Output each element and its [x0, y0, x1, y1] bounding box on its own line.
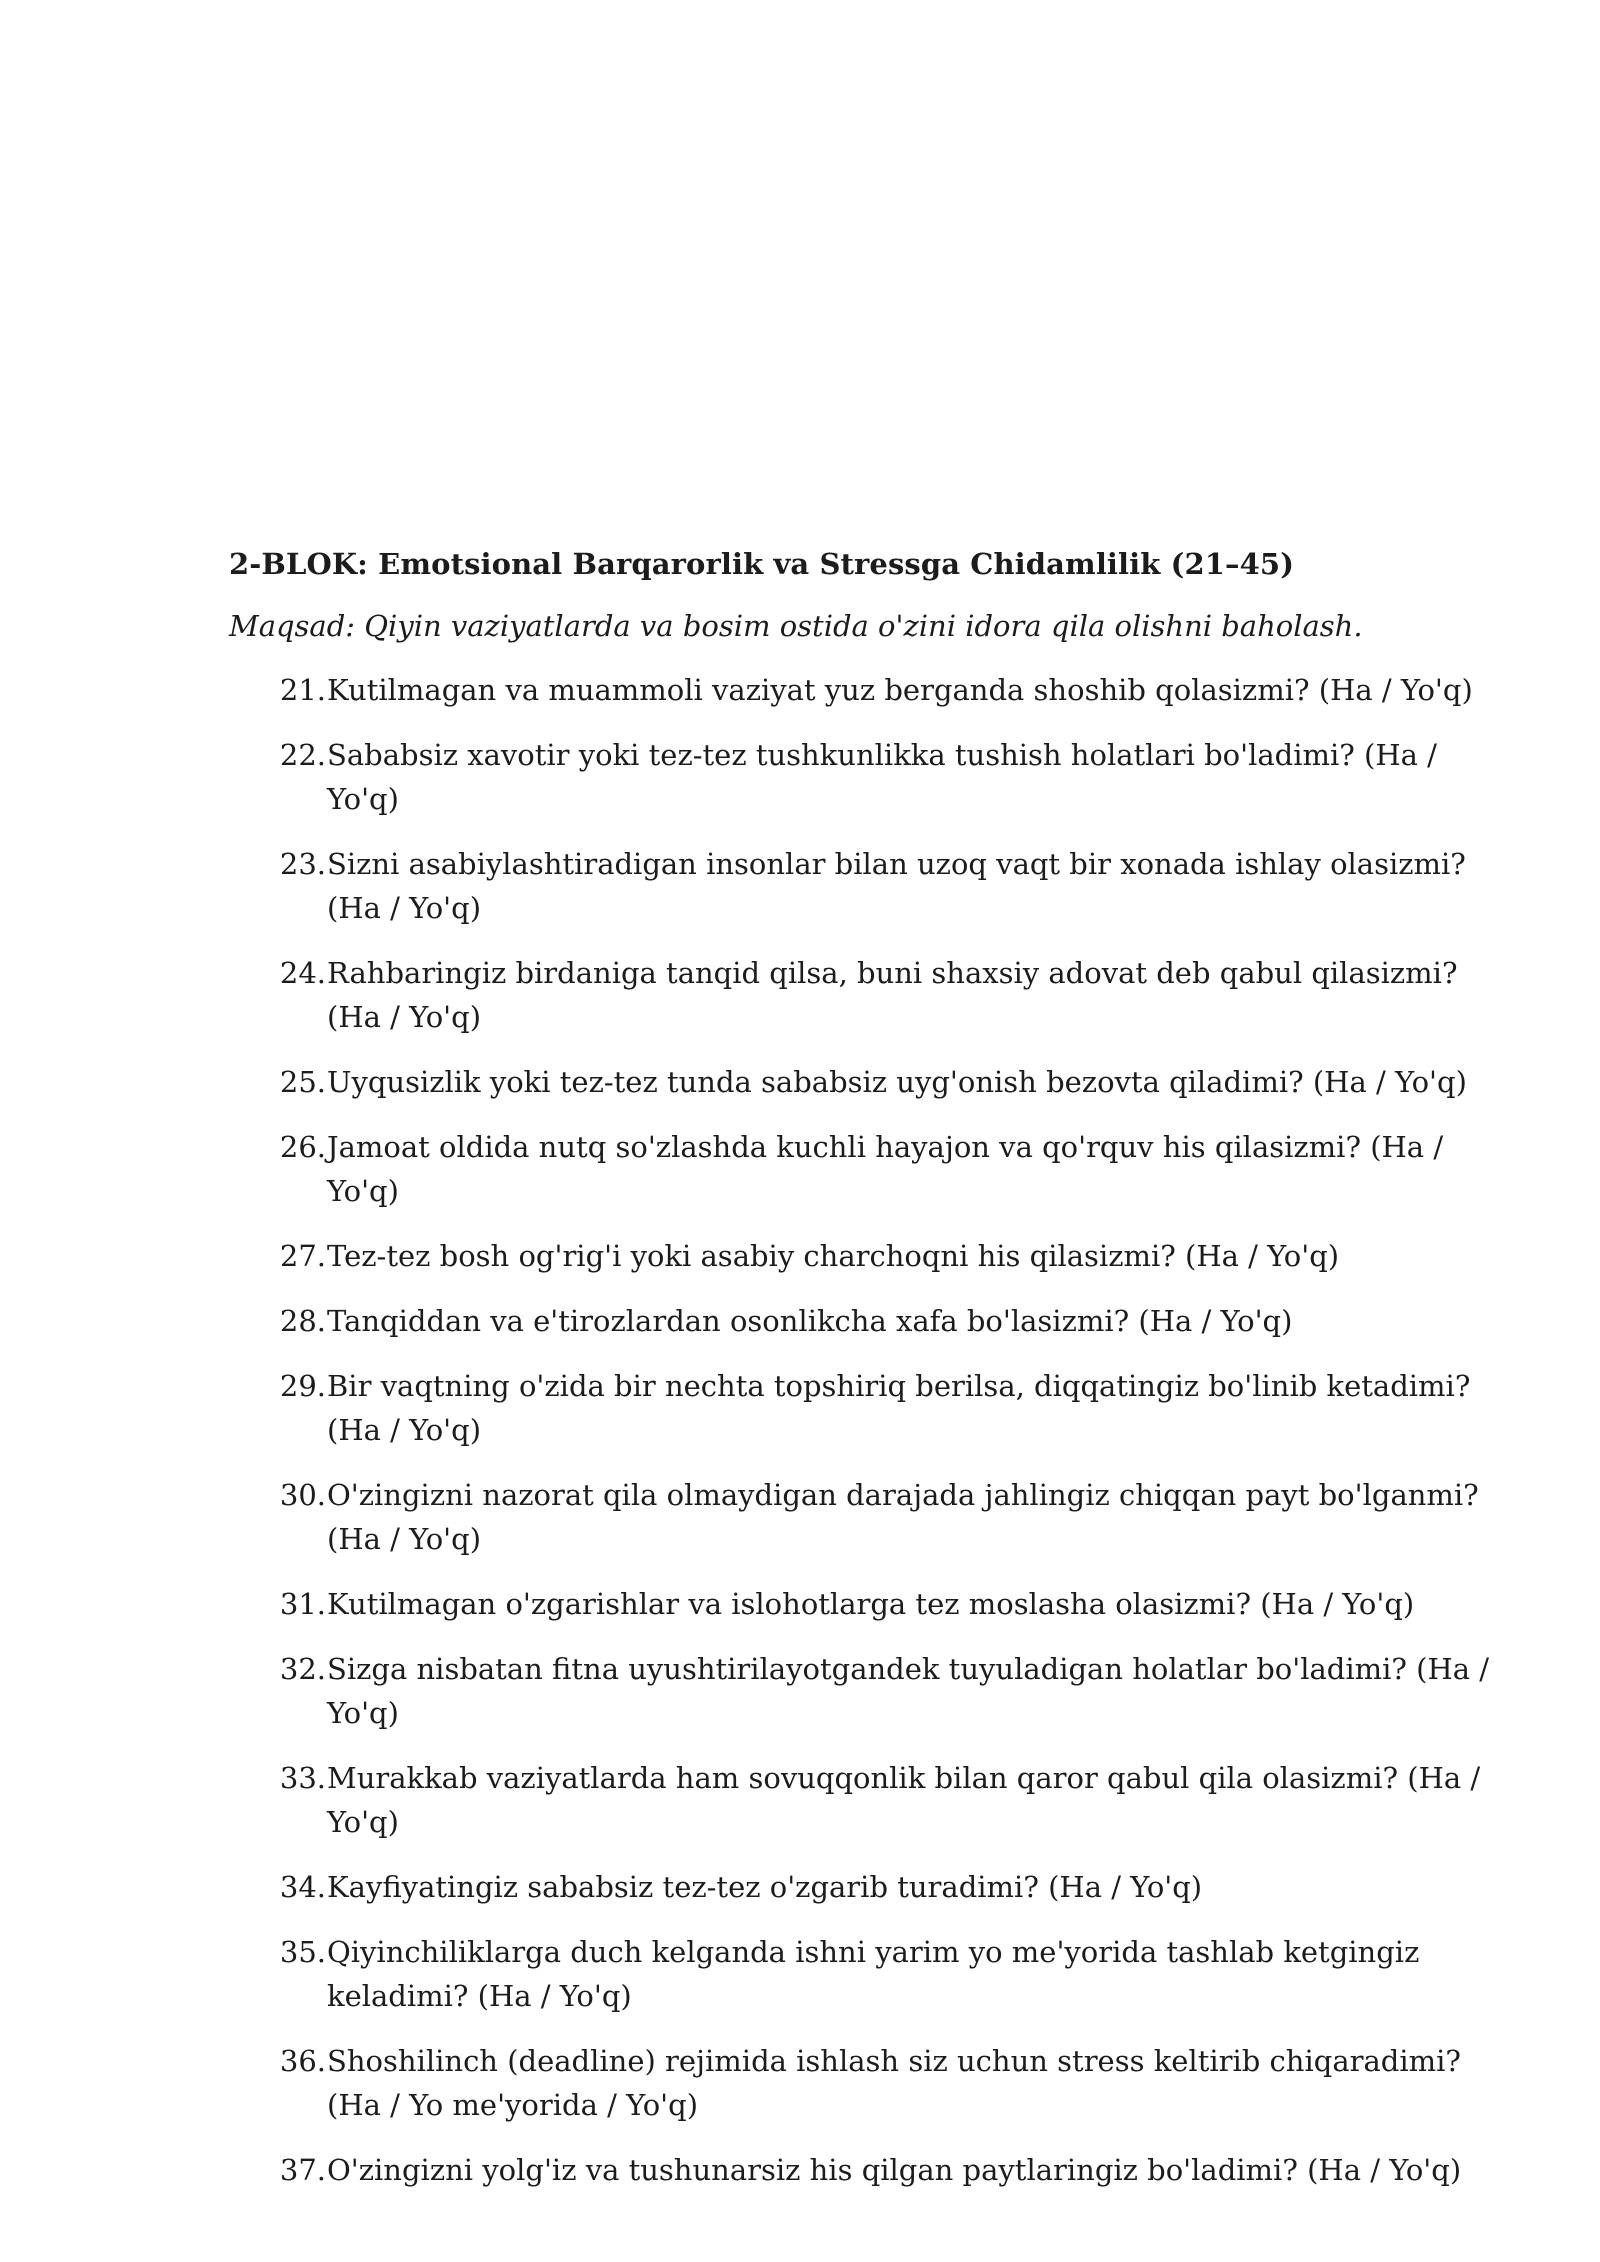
- question-number: 23 .: [276, 842, 326, 886]
- question-number: 30 .: [276, 1473, 326, 1517]
- question-number: 35 .: [276, 1930, 326, 1974]
- question-text: O'zingizni nazorat qila olmaydigan darajada jahlingiz chiqqan payt bo'lganmi? (Ha / Yo'q): [327, 1478, 1479, 1556]
- block-heading: 2-BLOK: Emotsional Barqarorlik va Stressga Chidamlilik (21–45): [229, 547, 1295, 581]
- question-text: Bir vaqtning o'zida bir nechta topshiriq berilsa, diqqatingiz bo'linib ketadimi? (Ha / Yo'q): [327, 1369, 1471, 1447]
- question-text: Tez-tez bosh og'rig'i yoki asabiy charchoqni his qilasizmi? (Ha / Yo'q): [327, 1239, 1340, 1273]
- question-text: Qiyinchiliklarga duch kelganda ishni yarim yo me'yorida tashlab ketgingiz keladimi? (Ha / Yo'q): [327, 1935, 1420, 2013]
- question-item: [229, 1060, 1507, 1104]
- question-text: Kutilmagan va muammoli vaziyat yuz berganda shoshib qolasizmi? (Ha / Yo'q): [327, 673, 1473, 707]
- question-number: 32 .: [276, 1647, 326, 1691]
- question-number: 28 .: [276, 1299, 326, 1343]
- question-item: [229, 1299, 1507, 1343]
- question-text: Murakkab vaziyatlarda ham sovuqqonlik bilan qaror qabul qila olasizmi? (Ha / Yo'q): [327, 1761, 1481, 1839]
- question-item: [229, 733, 1507, 821]
- question-number: 31 .: [276, 1582, 326, 1626]
- question-item: [229, 1582, 1507, 1626]
- question-number: 26 .: [276, 1125, 326, 1169]
- question-item: [229, 1756, 1507, 1844]
- question-item: [229, 2148, 1507, 2192]
- question-number: 25 .: [276, 1060, 326, 1104]
- question-item: [229, 1473, 1507, 1561]
- question-item: [229, 1234, 1507, 1278]
- question-text: Kayfiyatingiz sababsiz tez-tez o'zgarib turadimi? (Ha / Yo'q): [327, 1870, 1203, 1904]
- question-number: 27 .: [276, 1234, 326, 1278]
- question-text: Rahbaringiz birdaniga tanqid qilsa, buni shaxsiy adovat deb qabul qilasizmi? (Ha / Yo'q): [327, 956, 1458, 1034]
- question-number: 21 .: [276, 668, 326, 712]
- question-item: [229, 2039, 1507, 2127]
- question-item: [229, 951, 1507, 1039]
- question-text: Shoshilinch (deadline) rejimida ishlash siz uchun stress keltirib chiqaradimi? (Ha / Yo me'yorida / Yo'q): [327, 2044, 1461, 2122]
- question-number: 29 .: [276, 1364, 326, 1408]
- question-number: 24 .: [276, 951, 326, 995]
- question-text: Kutilmagan o'zgarishlar va islohotlarga tez moslasha olasizmi? (Ha / Yo'q): [327, 1587, 1415, 1621]
- question-text: Sizni asabiylashtiradigan insonlar bilan uzoq vaqt bir xonada ishlay olasizmi? (Ha / Yo'q): [327, 847, 1466, 925]
- question-text: Sizga nisbatan fitna uyushtirilayotgandek tuyuladigan holatlar bo'ladimi? (Ha / Yo'q): [327, 1652, 1490, 1730]
- question-item: [229, 1647, 1507, 1735]
- question-number: 36 .: [276, 2039, 326, 2083]
- question-text: Tanqiddan va e'tirozlardan osonlikcha xafa bo'lasizmi? (Ha / Yo'q): [327, 1304, 1293, 1338]
- question-text: O'zingizni yolg'iz va tushunarsiz his qilgan paytlaringiz bo'ladimi? (Ha / Yo'q): [327, 2153, 1462, 2187]
- question-text: Sababsiz xavotir yoki tez-tez tushkunlikka tushish holatlari bo'ladimi? (Ha / Yo'q): [327, 738, 1437, 816]
- question-item: [229, 1364, 1507, 1452]
- questionnaire-block: [229, 544, 1509, 2213]
- question-item: [229, 1125, 1507, 1213]
- question-item: [229, 1930, 1507, 2018]
- question-text: Uyqusizlik yoki tez-tez tunda sababsiz uyg'onish bezovta qiladimi? (Ha / Yo'q): [327, 1065, 1467, 1099]
- question-list: [229, 668, 1509, 2192]
- question-number: 37 .: [276, 2148, 326, 2192]
- question-text: Jamoat oldida nutq so'zlashda kuchli hayajon va qo'rquv his qilasizmi? (Ha / Yo'q): [327, 1130, 1444, 1208]
- block-goal: Maqsad: Qiyin vaziyatlarda va bosim ostida o'zini idora qila olishni baholash.: [229, 609, 1363, 643]
- question-item: [229, 1865, 1507, 1909]
- question-item: [229, 668, 1507, 712]
- question-number: 34 .: [276, 1865, 326, 1909]
- question-item: [229, 842, 1507, 930]
- question-number: 22 .: [276, 733, 326, 777]
- question-number: 33 .: [276, 1756, 326, 1800]
